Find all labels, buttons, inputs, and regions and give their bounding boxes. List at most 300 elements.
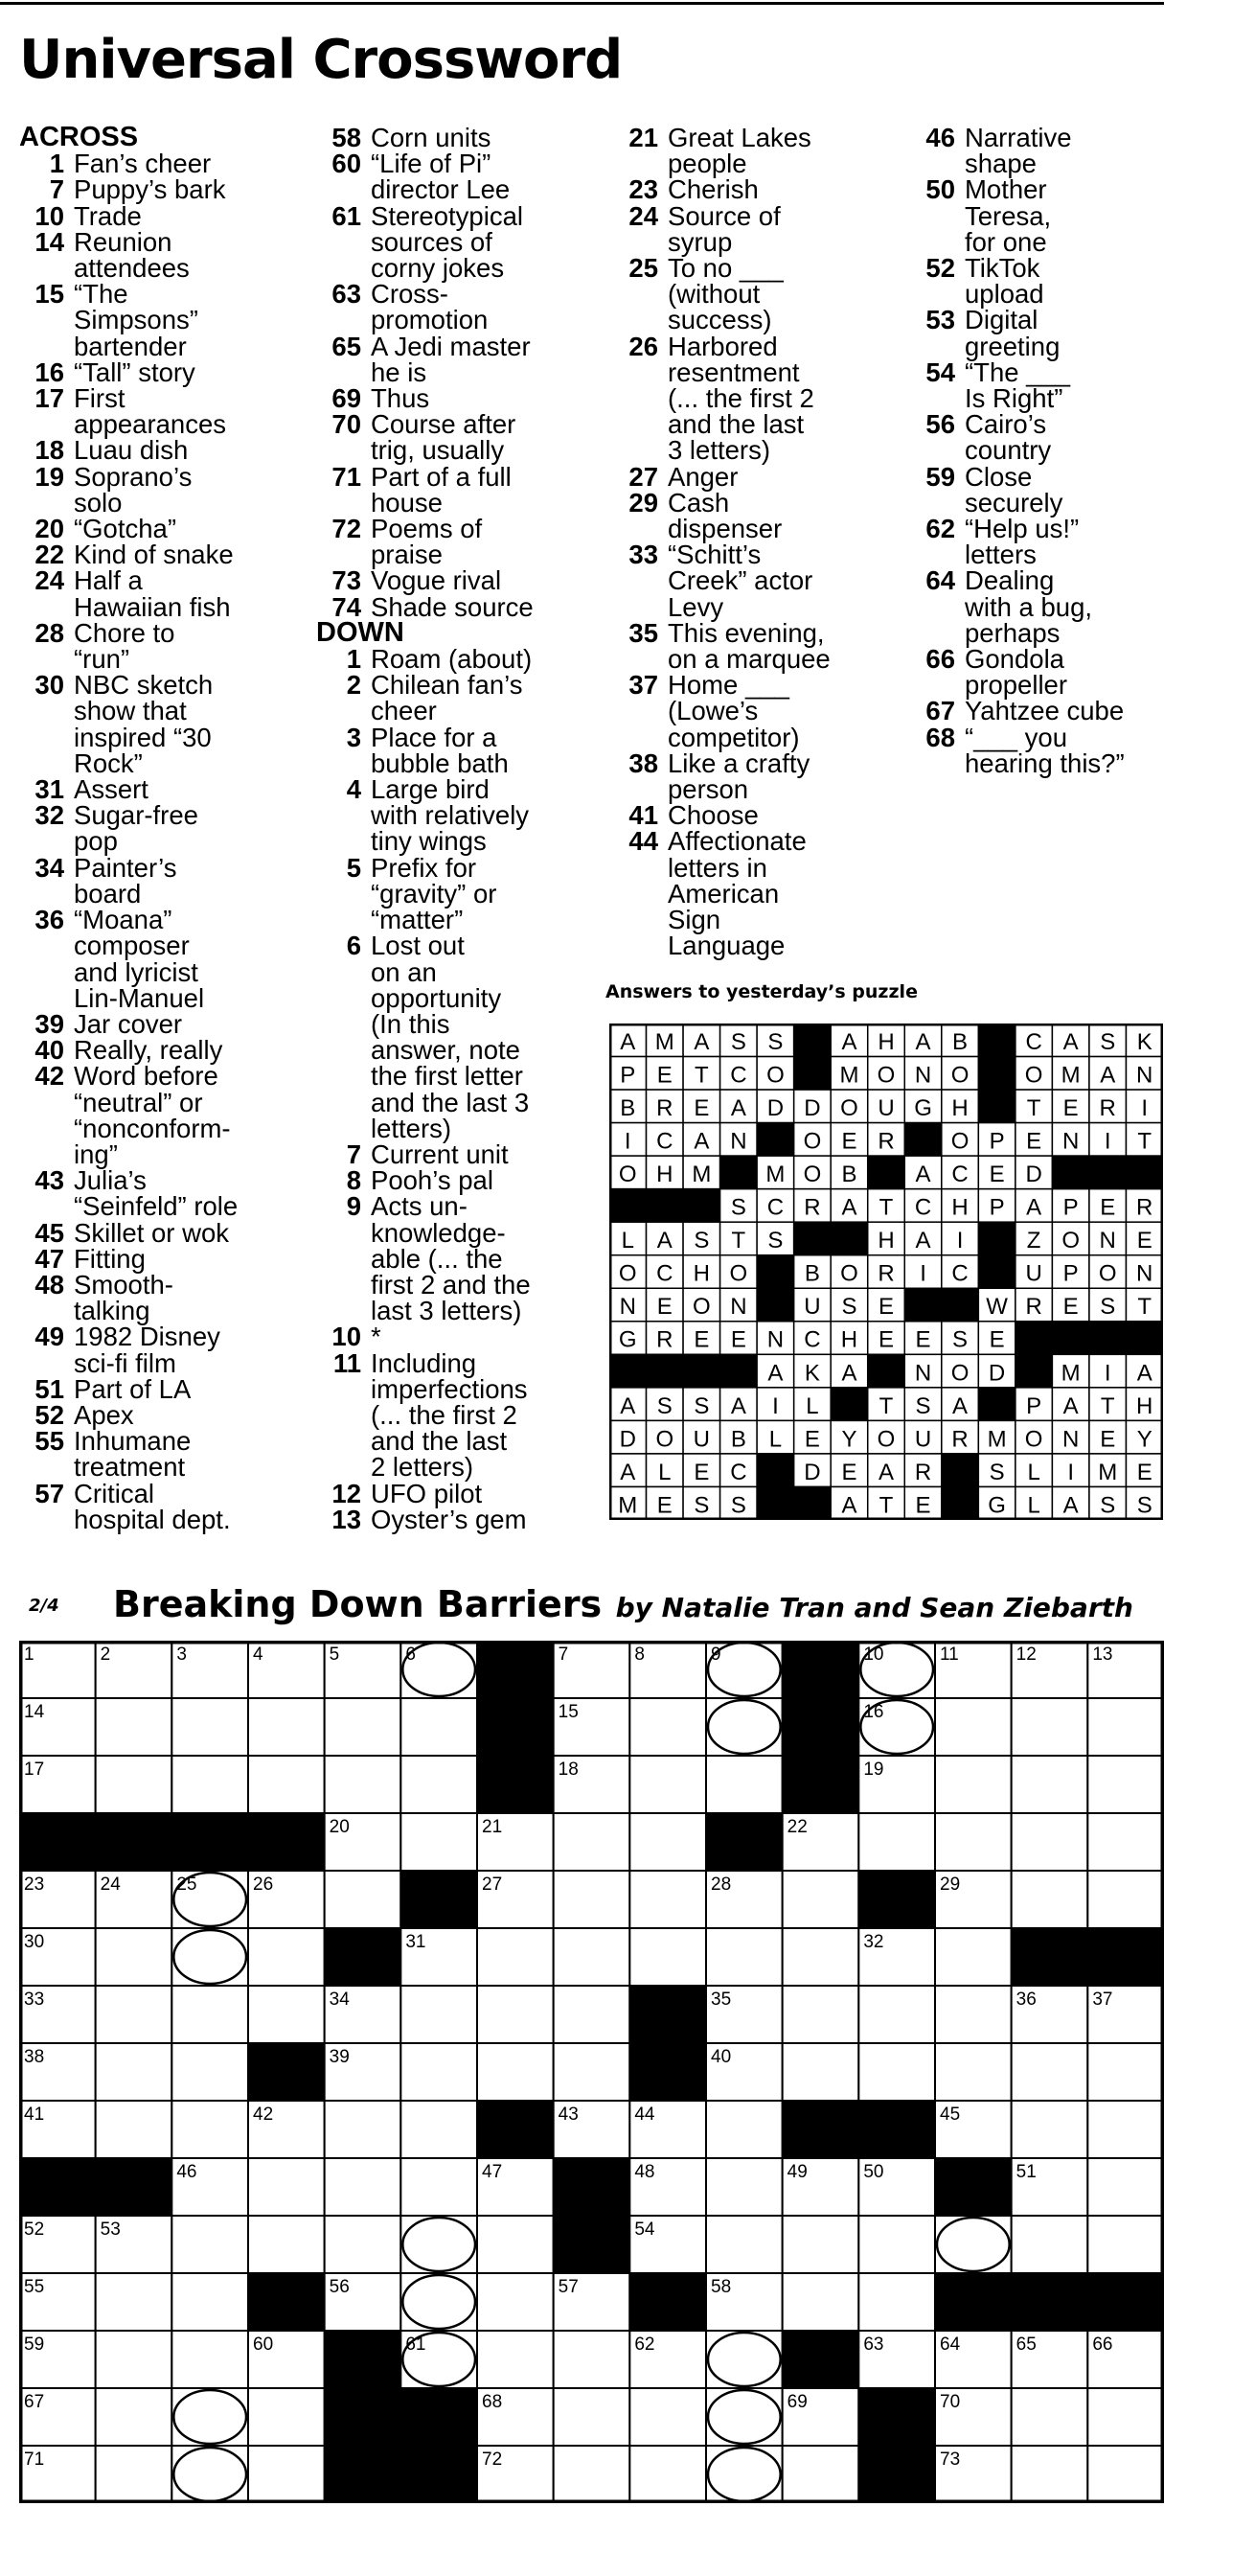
square-number: 49 — [787, 2162, 808, 2182]
clue-text — [371, 565, 604, 596]
puzzle-number: 2/4 — [29, 1596, 59, 1616]
clue-text-line: “The — [74, 279, 128, 310]
black-square — [858, 2446, 935, 2503]
grid-square[interactable] — [554, 1871, 630, 1928]
clue-text-line: knowledge- — [371, 1217, 506, 1248]
black-square — [325, 2331, 401, 2388]
grid-square[interactable] — [96, 1756, 172, 1813]
crossword-grid[interactable] — [19, 1641, 1164, 2503]
clue-text — [74, 281, 307, 359]
prev-cell-letter: N — [1136, 1062, 1153, 1089]
grid-square[interactable] — [171, 1986, 248, 2043]
grid-square[interactable] — [400, 2101, 477, 2158]
clue-item — [316, 383, 604, 414]
grid-square[interactable] — [935, 1986, 1012, 2043]
grid-square[interactable] — [400, 1698, 477, 1756]
clue-number: 3 — [346, 722, 361, 752]
grid-square[interactable] — [858, 2043, 935, 2101]
clue-item — [316, 1322, 604, 1352]
square-number: 17 — [24, 1760, 45, 1780]
grid-square[interactable] — [400, 2043, 477, 2101]
clue-text-line: Chilean fan’s — [371, 670, 523, 701]
prev-cell-letter: L — [806, 1392, 819, 1419]
clue-number: 31 — [34, 774, 64, 805]
clue-item — [316, 1138, 604, 1169]
clue-number: 18 — [34, 435, 64, 466]
clue-text — [965, 253, 1198, 310]
clue-text-line: Great Lakes — [668, 123, 811, 152]
prev-cell-letter: E — [694, 1326, 710, 1353]
grid-square[interactable] — [783, 1871, 859, 1928]
grid-square[interactable] — [1012, 1813, 1088, 1871]
clue-text-line: upload — [965, 279, 1044, 310]
clue-number: 56 — [925, 409, 955, 440]
grid-square[interactable] — [96, 2273, 172, 2331]
clue-text-line: “Moana” — [74, 905, 172, 935]
clue-text-line: treatment — [74, 1452, 186, 1483]
clue-text — [74, 540, 307, 570]
grid-square[interactable] — [783, 2216, 859, 2273]
clue-text — [371, 383, 604, 414]
prev-cell-letter: M — [692, 1162, 712, 1188]
black-square — [477, 2101, 554, 2158]
clue-text — [371, 591, 604, 622]
clue-text — [74, 356, 307, 387]
grid-square[interactable] — [629, 1813, 706, 1871]
prev-black-cell — [757, 1486, 794, 1520]
grid-square[interactable] — [171, 2273, 248, 2331]
grid-square[interactable] — [171, 1928, 248, 1986]
clue-text-line: Dealing — [965, 565, 1055, 596]
clue-text-line: Cairo’s — [965, 409, 1047, 440]
clue-item — [613, 826, 901, 961]
grid-square[interactable] — [171, 2043, 248, 2101]
prev-cell-letter: A — [767, 1360, 784, 1387]
clue-number: 42 — [34, 1061, 64, 1092]
grid-square[interactable] — [706, 2158, 783, 2216]
grid-square[interactable] — [96, 2101, 172, 2158]
grid-square[interactable] — [629, 2388, 706, 2446]
prev-cell-letter: I — [920, 1260, 926, 1287]
grid-square[interactable] — [783, 2273, 859, 2331]
clue-text — [74, 907, 307, 1011]
clue-number: 32 — [34, 800, 64, 831]
grid-square[interactable] — [248, 1756, 325, 1813]
grid-square[interactable] — [706, 1698, 783, 1756]
prev-cell-letter: S — [730, 1028, 746, 1055]
grid-square[interactable] — [248, 1986, 325, 2043]
clue-text — [371, 331, 604, 387]
black-square — [248, 2043, 325, 2101]
grid-square[interactable] — [1087, 1871, 1164, 1928]
square-number: 67 — [24, 2392, 45, 2412]
grid-square[interactable] — [629, 1756, 706, 1813]
prev-cell-letter: A — [915, 1162, 931, 1188]
grid-square[interactable] — [629, 1698, 706, 1756]
grid-square[interactable] — [629, 1928, 706, 1986]
prev-cell-letter: N — [914, 1062, 932, 1089]
grid-square[interactable] — [400, 2158, 477, 2216]
clue-text — [371, 125, 604, 150]
grid-square[interactable] — [1087, 2388, 1164, 2446]
square-number: 57 — [558, 2277, 579, 2297]
clue-text-line: Luau dish — [74, 435, 189, 466]
clue-item — [316, 724, 604, 776]
prev-cell-letter: B — [620, 1095, 636, 1122]
clue-item — [19, 1478, 307, 1534]
grid-square[interactable] — [248, 2158, 325, 2216]
prev-cell-letter: E — [1026, 1128, 1042, 1155]
grid-square[interactable] — [325, 1871, 401, 1928]
grid-square[interactable] — [171, 1756, 248, 1813]
clue-text-line: on a marquee — [668, 644, 831, 675]
prev-cell-letter: A — [1062, 1492, 1079, 1519]
clue-column-1 — [19, 122, 307, 1534]
grid-square[interactable] — [400, 2216, 477, 2273]
grid-square[interactable] — [477, 1986, 554, 2043]
clue-number: 55 — [34, 1426, 64, 1457]
prev-cell-letter: E — [878, 1326, 895, 1353]
grid-square[interactable] — [935, 1756, 1012, 1813]
grid-square[interactable] — [1012, 2446, 1088, 2503]
grid-square[interactable] — [1087, 2101, 1164, 2158]
prev-cell-letter: T — [1026, 1095, 1041, 1122]
grid-square[interactable] — [706, 1928, 783, 1986]
clue-text-line: ing” — [74, 1138, 118, 1169]
grid-square[interactable] — [171, 1698, 248, 1756]
clue-item — [613, 672, 901, 750]
grid-square[interactable] — [554, 2388, 630, 2446]
prev-cell-letter: N — [766, 1326, 785, 1353]
prev-cell-letter: C — [951, 1260, 969, 1287]
clue-item — [19, 281, 307, 359]
grid-square[interactable] — [554, 2043, 630, 2101]
clue-number: 45 — [34, 1217, 64, 1248]
clue-number: 66 — [925, 644, 955, 675]
grid-square[interactable] — [248, 2446, 325, 2503]
clue-item — [19, 617, 307, 675]
grid-square[interactable] — [96, 1698, 172, 1756]
prev-cell-letter: N — [619, 1294, 636, 1321]
grid-square[interactable] — [1087, 2043, 1164, 2101]
prev-cell-letter: H — [1136, 1392, 1153, 1419]
clue-text-line: hospital dept. — [74, 1504, 231, 1534]
black-square — [783, 2101, 859, 2158]
grid-square[interactable] — [96, 2446, 172, 2503]
clue-number: 17 — [34, 383, 64, 414]
grid-square[interactable] — [935, 2216, 1012, 2273]
prev-cell-letter: M — [839, 1062, 859, 1089]
square-number: 72 — [482, 2450, 503, 2470]
clue-item — [316, 125, 604, 150]
clue-item — [910, 514, 1198, 570]
clue-text-line: (... the first 2 — [668, 383, 814, 414]
grid-square[interactable] — [629, 1871, 706, 1928]
clue-text-line: Rock” — [74, 748, 143, 778]
clue-item — [613, 174, 901, 205]
prev-cell-letter: U — [1025, 1260, 1042, 1287]
grid-square[interactable] — [325, 1756, 401, 1813]
prev-black-cell — [1126, 1322, 1163, 1355]
grid-square[interactable] — [400, 1756, 477, 1813]
grid-square[interactable] — [554, 2331, 630, 2388]
clue-number: 28 — [34, 617, 64, 648]
clue-text — [668, 826, 901, 961]
prev-cell-letter: G — [618, 1326, 637, 1353]
grid-square[interactable] — [248, 1928, 325, 1986]
grid-square[interactable] — [477, 2273, 554, 2331]
square-number: 25 — [176, 1874, 197, 1895]
square-number: 4 — [253, 1644, 263, 1665]
clue-text-line: people — [668, 149, 747, 179]
grid-square[interactable] — [400, 1986, 477, 2043]
black-square — [477, 1641, 554, 1698]
top-rule — [0, 2, 1164, 5]
grid-square[interactable] — [858, 1986, 935, 2043]
grid-square[interactable] — [629, 2446, 706, 2503]
prev-cell-letter: S — [1100, 1492, 1116, 1519]
square-number: 27 — [482, 1874, 503, 1895]
clue-item — [613, 800, 901, 831]
grid-square[interactable] — [325, 2101, 401, 2158]
grid-square[interactable] — [171, 2446, 248, 2503]
prev-cell-letter: O — [766, 1062, 785, 1089]
grid-square[interactable] — [706, 2331, 783, 2388]
clue-text — [965, 305, 1198, 361]
grid-square[interactable] — [783, 2043, 859, 2101]
prev-cell-letter: A — [620, 1028, 636, 1055]
clue-text — [371, 1347, 604, 1483]
grid-square[interactable] — [783, 1928, 859, 1986]
prev-cell-letter: T — [694, 1062, 709, 1089]
prev-black-cell — [683, 1189, 720, 1223]
grid-square[interactable] — [171, 2331, 248, 2388]
clue-text-line: and the last — [371, 1426, 508, 1457]
grid-square[interactable] — [706, 2216, 783, 2273]
prev-cell-letter: A — [1062, 1028, 1079, 1055]
grid-square[interactable] — [1012, 2101, 1088, 2158]
grid-square[interactable] — [783, 2446, 859, 2503]
clue-text-line: Close — [965, 461, 1033, 492]
clue-text-line: Critical — [74, 1478, 155, 1508]
grid-square[interactable] — [477, 2216, 554, 2273]
grid-square[interactable] — [706, 2388, 783, 2446]
prev-cell-letter: S — [1136, 1492, 1152, 1519]
prev-black-cell — [794, 1222, 832, 1255]
grid-square[interactable] — [1012, 1871, 1088, 1928]
clue-item — [316, 331, 604, 387]
clue-text — [965, 514, 1198, 570]
grid-square[interactable] — [935, 1928, 1012, 1986]
clue-text-line: Skillet or wok — [74, 1217, 229, 1248]
grid-square[interactable] — [858, 2216, 935, 2273]
grid-square[interactable] — [858, 2273, 935, 2331]
clue-number: 36 — [34, 905, 64, 935]
clue-text-line: Kind of snake — [74, 540, 234, 570]
grid-square[interactable] — [554, 1813, 630, 1871]
grid-square[interactable] — [325, 2216, 401, 2273]
grid-square[interactable] — [1087, 2446, 1164, 2503]
prev-cell-letter: C — [730, 1062, 747, 1089]
grid-square[interactable] — [96, 1928, 172, 1986]
black-square — [325, 1928, 401, 1986]
prev-cell-letter: B — [730, 1426, 746, 1453]
prev-cell-letter: A — [841, 1492, 857, 1519]
prev-cell-letter: A — [656, 1228, 673, 1254]
grid-square[interactable] — [1012, 2216, 1088, 2273]
prev-cell-letter: A — [1136, 1360, 1152, 1387]
prev-cell-letter: I — [1067, 1459, 1075, 1485]
prev-cell-letter: S — [841, 1294, 857, 1321]
prev-cell-letter: O — [950, 1128, 970, 1155]
clue-text-line: Chore to — [74, 617, 175, 648]
prev-cell-letter: N — [1099, 1228, 1116, 1254]
clue-number: 10 — [331, 1322, 361, 1352]
prev-cell-letter: E — [694, 1459, 710, 1485]
prev-cell-letter: A — [730, 1392, 746, 1419]
grid-square[interactable] — [783, 1986, 859, 2043]
black-square — [1012, 1928, 1088, 1986]
clue-text — [668, 748, 901, 805]
grid-square[interactable] — [706, 2101, 783, 2158]
clue-text — [668, 200, 901, 257]
grid-square[interactable] — [96, 1986, 172, 2043]
prev-cell-letter: R — [878, 1260, 895, 1287]
clue-text-line: securely — [965, 487, 1063, 518]
clue-text-line: This evening, — [668, 617, 825, 648]
grid-square[interactable] — [171, 2388, 248, 2446]
clue-text — [371, 1506, 604, 1532]
clue-text-line: 2 letters) — [371, 1452, 473, 1483]
grid-square[interactable] — [96, 2331, 172, 2388]
prev-cell-letter: H — [878, 1028, 895, 1055]
grid-square[interactable] — [935, 2043, 1012, 2101]
square-number: 50 — [863, 2162, 884, 2182]
clue-item — [316, 409, 604, 466]
clue-text-line: “Life of Pi” — [371, 149, 491, 179]
clue-text-line: TikTok — [965, 253, 1040, 284]
grid-square[interactable] — [248, 1698, 325, 1756]
grid-square[interactable] — [935, 1813, 1012, 1871]
grid-square[interactable] — [1087, 1813, 1164, 1871]
prev-cell-letter: T — [1100, 1392, 1115, 1419]
grid-square[interactable] — [1087, 1756, 1164, 1813]
clue-text-line: Harbored — [668, 331, 778, 361]
clue-number: 68 — [925, 722, 955, 752]
prev-cell-letter: D — [804, 1459, 821, 1485]
clue-text — [668, 487, 901, 544]
grid-square[interactable] — [325, 1698, 401, 1756]
grid-square[interactable] — [554, 1986, 630, 2043]
clue-text-line: Lost out — [371, 931, 465, 961]
prev-cell-letter: L — [1027, 1459, 1040, 1485]
grid-square[interactable] — [248, 2216, 325, 2273]
square-number: 65 — [1015, 2334, 1037, 2355]
clue-text-line: syrup — [668, 226, 733, 257]
clue-text-line: promotion — [371, 305, 489, 335]
black-square — [400, 2446, 477, 2503]
square-number: 38 — [24, 2047, 45, 2067]
clue-text-line: A Jedi master — [371, 331, 531, 361]
grid-square[interactable] — [858, 1813, 935, 1871]
grid-square[interactable] — [1012, 1756, 1088, 1813]
grid-square[interactable] — [96, 2388, 172, 2446]
clue-number: 73 — [331, 565, 361, 596]
clue-text — [74, 1478, 307, 1534]
grid-square[interactable] — [1087, 2158, 1164, 2216]
grid-square[interactable] — [171, 2101, 248, 2158]
clue-text-line: propeller — [965, 670, 1068, 701]
prev-cell-letter: E — [730, 1326, 746, 1353]
clue-text-line: hearing this?” — [965, 748, 1125, 778]
grid-square[interactable] — [400, 1813, 477, 1871]
prev-cell-letter: C — [656, 1260, 673, 1287]
prev-black-cell — [978, 1090, 1015, 1123]
clue-item — [19, 1399, 307, 1430]
clue-number: 7 — [346, 1138, 361, 1169]
prev-cell-letter: C — [951, 1162, 969, 1188]
clue-text — [74, 617, 307, 675]
grid-square[interactable] — [1087, 2216, 1164, 2273]
grid-square[interactable] — [706, 2446, 783, 2503]
grid-square[interactable] — [477, 2331, 554, 2388]
prev-cell-letter: A — [730, 1095, 746, 1122]
clue-text-line: perhaps — [965, 617, 1061, 648]
clue-text — [668, 541, 901, 620]
grid-square[interactable] — [325, 2158, 401, 2216]
prev-black-cell — [720, 1156, 758, 1189]
grid-square[interactable] — [171, 2216, 248, 2273]
clue-text-line: on an — [371, 956, 437, 987]
grid-square[interactable] — [935, 1698, 1012, 1756]
grid-square[interactable] — [554, 1928, 630, 1986]
clue-text — [74, 565, 307, 622]
clue-text-line: cheer — [371, 696, 437, 726]
prev-cell-letter: I — [956, 1228, 964, 1254]
grid-square[interactable] — [1012, 2388, 1088, 2446]
clue-number: 37 — [628, 670, 658, 701]
grid-square[interactable] — [554, 2446, 630, 2503]
clue-text-line: Place for a — [371, 722, 497, 752]
grid-square[interactable] — [400, 2273, 477, 2331]
grid-square[interactable] — [1012, 1698, 1088, 1756]
previous-answers-grid — [609, 1024, 1163, 1520]
prev-cell-letter: H — [840, 1326, 858, 1353]
clue-text — [668, 123, 901, 179]
prev-cell-letter: P — [1062, 1194, 1079, 1221]
prev-black-cell — [794, 1486, 832, 1520]
clue-number: 52 — [34, 1399, 64, 1430]
grid-square[interactable] — [477, 1928, 554, 1986]
grid-square[interactable] — [96, 2043, 172, 2101]
clue-text — [74, 383, 307, 440]
grid-square[interactable] — [1087, 1698, 1164, 1756]
clue-text-line: Really, really — [74, 1035, 223, 1066]
black-square — [19, 2158, 96, 2216]
prev-black-cell — [904, 1288, 942, 1322]
grid-square[interactable] — [477, 2043, 554, 2101]
grid-square[interactable] — [706, 1756, 783, 1813]
black-square — [554, 2158, 630, 2216]
prev-cell-letter: A — [915, 1228, 931, 1254]
square-number: 71 — [24, 2450, 45, 2470]
clue-text-line: Cash — [668, 487, 730, 518]
prev-cell-letter: E — [656, 1294, 673, 1321]
clue-text-line: Is Right” — [965, 383, 1063, 414]
grid-square[interactable] — [1012, 2043, 1088, 2101]
clue-text-line: success) — [668, 305, 772, 335]
grid-square[interactable] — [248, 2388, 325, 2446]
